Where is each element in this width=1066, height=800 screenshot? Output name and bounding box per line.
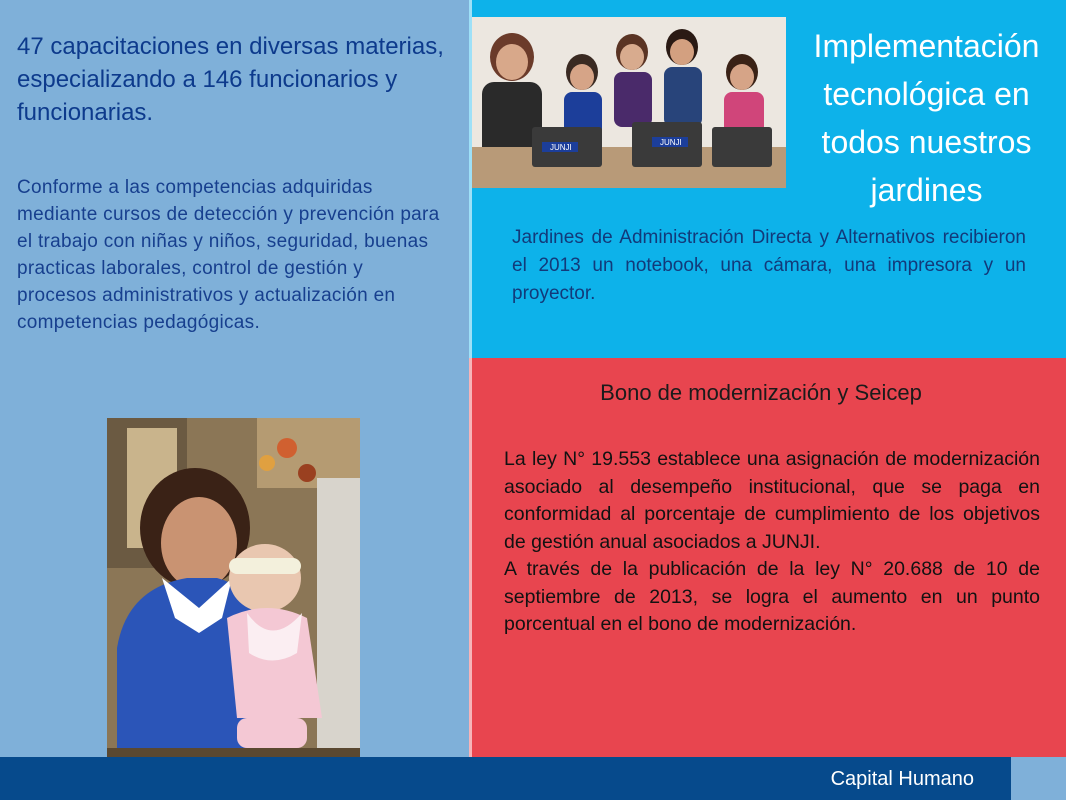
team-group-photo (472, 17, 786, 188)
bonus-paragraph-1: La ley N° 19.553 establece una asignación de modernización asociado al desempeño institucional, que se paga en conformidad al porcentaje de cumplimiento de los objetivos de gestión anual asociados a JUNJI. (504, 448, 1040, 553)
footer-accent (1011, 757, 1066, 800)
footer-section-label: Capital Humano (830, 768, 974, 790)
bonus-description (504, 446, 1040, 639)
technology-description: Jardines de Administración Directa y Alternativos recibieron el 2013 un notebook, una cámara, una impresora y un proyector. (512, 227, 1026, 304)
junji-badge-2: JUNJI (660, 138, 682, 147)
technology-title: Implementación tecnológica en todos nuestros jardines (813, 28, 1040, 208)
training-heading: 47 capacitaciones en diversas materias, especializando a 146 funcionarios y funcionarias. (17, 33, 444, 126)
training-description: Conforme a las competencias adquiridas mediante cursos de detección y prevención para el trabajo con niñas y niños, seguridad, buenas practicas laborales, control de gestión y procesos administrativos y actualización en competencias pedagógicas. (17, 177, 440, 333)
caregiver-baby-photo (107, 418, 360, 757)
junji-badge: JUNJI (550, 143, 572, 152)
bonus-paragraph-2: A través de la publicación de la ley N° 20.688 de 10 de septiembre de 2013, se logra el aumento en un punto porcentual en el bono de modernización. (504, 558, 1040, 635)
bonus-title: Bono de modernización y Seicep (600, 380, 922, 405)
